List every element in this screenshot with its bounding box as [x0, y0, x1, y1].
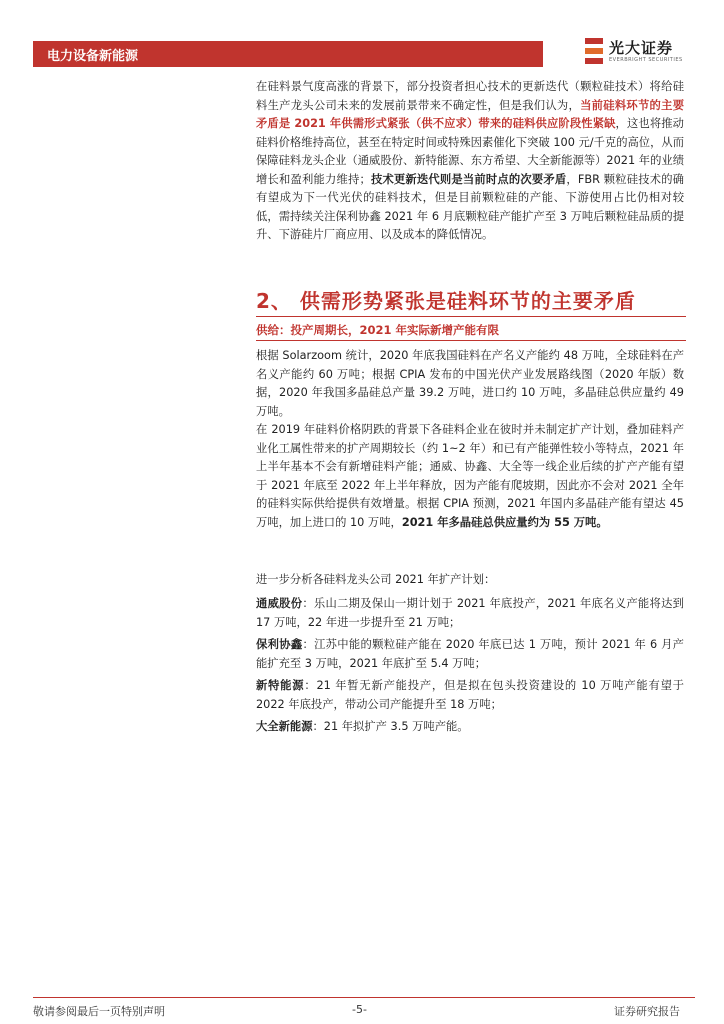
- company-item-3: 大全新能源：21 年拟扩产 3.5 万吨产能。: [256, 720, 469, 733]
- section-title: 供需形势紧张是硅料环节的主要矛盾: [299, 289, 636, 313]
- key-point-highlight: 当前硅料环节的主要矛盾是 2021 年供需形式紧张（供不应求）带来的硅料供应阶段性紧缺: [256, 98, 684, 130]
- analysis-intro: 进一步分析各硅料龙头公司 2021 年扩产计划：: [256, 573, 496, 586]
- section-number: 2、: [256, 289, 292, 313]
- secondary-point-highlight: 技术更新迭代则是当前时点的次要矛盾: [370, 172, 567, 186]
- logo-text-cn: 光大证券: [609, 39, 674, 57]
- footer-divider: [33, 997, 695, 998]
- logo-mark-icon: [585, 38, 603, 64]
- header-section-bar: [33, 41, 543, 67]
- supply-forecast-highlight: 2021 年多晶硅总供应量约为 55 万吨。: [401, 515, 608, 529]
- section-divider: [256, 316, 686, 317]
- logo-text-en: EVERBRIGHT SECURITIES: [609, 57, 683, 63]
- header-section-title: 电力设备新能源: [47, 49, 139, 64]
- subtitle-divider: [256, 340, 686, 341]
- company-name: 新特能源: [256, 679, 305, 692]
- supply-paragraph-block: [256, 347, 684, 421]
- expansion-paragraph: 在 2019 年硅料价格阴跌的背景下各硅料企业在彼时并未制定扩产计划，叠加硅料产业化工属性带来的扩产周期较长（约 1~2 年）和已有产能弹性较小等特点，2021 年上半年基本不会有新增硅料产能；通威、协鑫、大全等一线企业后续的扩产产能有望于 2021 年底至 2022 年上半年释放，因为产能有爬坡期，因此亦不会对 2021 全年的硅料实际供给提供有效增量。根据 CPIA 预测，2021 年国内多晶硅产能有望达 45 万吨，加上进口的 10 万吨，2021 年多晶硅总供应量约为 55 万吨。: [256, 423, 684, 529]
- footer-disclaimer: 敬请参阅最后一页特别声明: [33, 1005, 165, 1018]
- supply-paragraph: 根据 Solarzoom 统计，2020 年底我国硅料在产名义产能约 48 万吨，全球硅料在产名义产能约 60 万吨；根据 CPIA 发布的中国光伏产业发展路线图（2020 年版）数据，2020 年我国多晶硅总产量 39.2 万吨，进口约 10 万吨，多晶硅总供应量约 49 万吨。: [256, 349, 684, 418]
- intro-paragraph: 在硅料景气度高涨的背景下，部分投资者担心技术的更新迭代（颗粒硅技术）将给硅料生产龙头公司未来的发展前景带来不确定性，但是我们认为，当前硅料环节的主要矛盾是 2021 年供需形式紧张（供不应求）带来的硅料供应阶段性紧缺，这也将推动硅料价格维持高位，甚至在特定时间或特殊因素催化下突破 100 元/千克的高位，从而保障硅料龙头企业（通威股份、新特能源、东方希望、大全新能源等）2021 年的业绩增长和盈利能力维持；技术更新迭代则是当前时点的次要矛盾，FBR 颗粒硅技术的确有望成为下一代光伏的硅料技术，但是目前颗粒硅的产能、下游使用占比仍相对较低，需持续关注保利协鑫 2021 年 6 月底颗粒硅产能扩产至 3 万吨后颗粒硅品质的提升、下游硅片厂商应用、以及成本的降低情况。: [256, 80, 684, 241]
- company-item-0: 通威股份：乐山二期及保山一期计划于 2021 年底投产，2021 年底名义产能将达到 17 万吨，22 年进一步提升至 21 万吨；: [256, 597, 684, 629]
- section-heading: [256, 285, 636, 314]
- footer-report-type: 证券研究报告: [614, 1005, 680, 1018]
- intro-paragraph-block: [256, 78, 684, 245]
- footer-page-number: -5-: [352, 1003, 367, 1016]
- company-name: 大全新能源: [256, 720, 313, 733]
- company-name: 保利协鑫: [256, 638, 303, 651]
- company-item-1: 保利协鑫：江苏中能的颗粒硅产能在 2020 年底已达 1 万吨，预计 2021 年 6 月产能扩充至 3 万吨，2021 年底扩至 5.4 万吨；: [256, 638, 684, 670]
- company-name: 通威股份: [256, 597, 303, 610]
- section-subtitle: 供给：投产周期长，2021 年实际新增产能有限: [256, 323, 500, 337]
- analysis-intro-block: [256, 571, 684, 590]
- expansion-paragraph-block: [256, 421, 684, 532]
- company-logo: [585, 36, 695, 70]
- company-item-2: 新特能源：21 年暂无新产能投产，但是拟在包头投资建设的 10 万吨产能有望于 2022 年底投产，带动公司产能提升至 18 万吨；: [256, 679, 684, 711]
